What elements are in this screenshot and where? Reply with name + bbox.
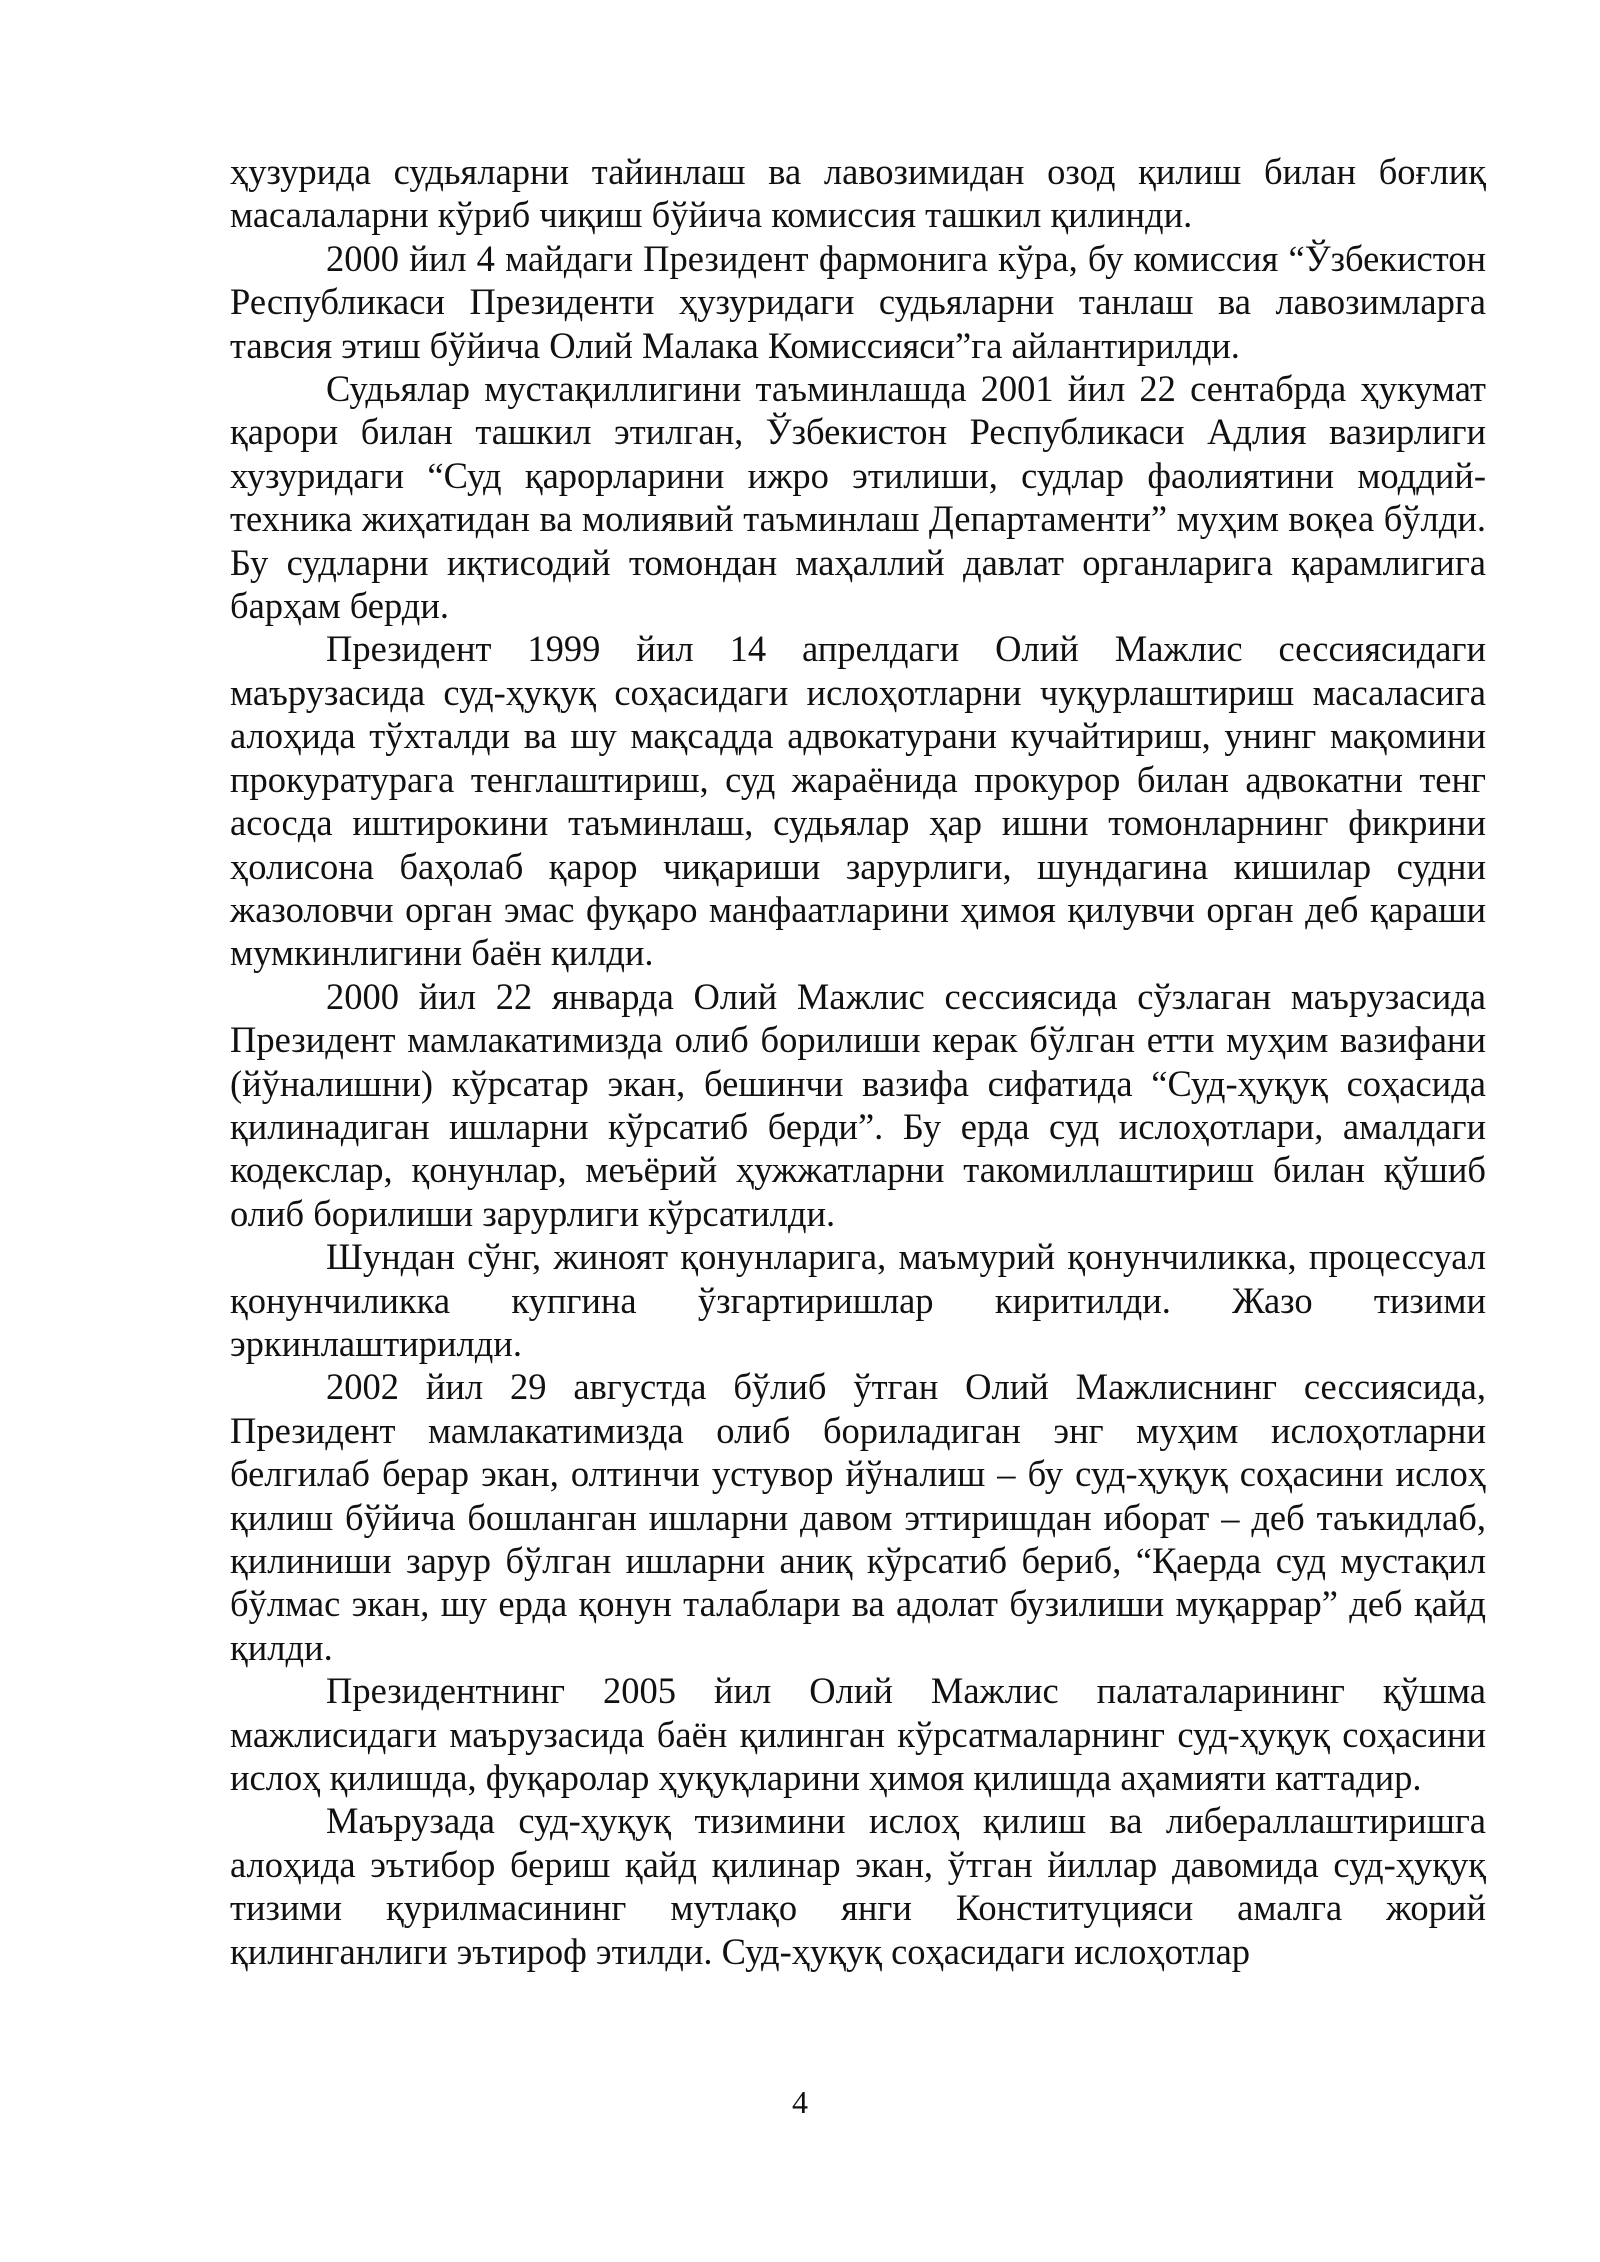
paragraph-3: Судьялар мустақиллигини таъминлашда 2001 йил 22 сентабрда ҳукумат қарори билан ташкил этилган, Ўзбекистон Республикаси Адлия вазирлиги хузуридаги “Суд қарорларини ижро этилиши, судлар фаолиятини моддий-техника жиҳатидан ва молиявий таъминлаш Департаменти” муҳим воқеа бўлди. Бу судларни иқтисодий томондан маҳаллий давлат органларига қарамлигига барҳам берди. [230,368,1486,627]
paragraph-7: 2002 йил 29 августда бўлиб ўтган Олий Мажлиснинг сессиясида, Президент мамлакатимизда олиб бориладиган энг муҳим ислоҳотларни белгилаб берар экан, олтинчи устувор йўналиш – бу суд-ҳуқуқ соҳасини ислоҳ қилиш бўйича бошланган ишларни давом эттиришдан иборат – деб таъкидлаб, қилиниши зарур бўлган ишларни аниқ кўрсатиб бериб, “Қаерда суд мустақил бўлмас экан, шу ерда қонун талаблари ва адолат бузилиши муқаррар” деб қайд қилди. [230,1366,1486,1668]
paragraph-8: Президентнинг 2005 йил Олий Мажлис палаталарининг қўшма мажлисидаги маърузасида баён қилинган кўрсатмаларнинг суд-ҳуқуқ соҳасини ислоҳ қилишда, фуқаролар ҳуқуқларини ҳимоя қилишда аҳамияти каттадир. [230,1670,1486,1799]
paragraph-9: Маърузада суд-ҳуқуқ тизимини ислоҳ қилиш ва либераллаштиришга алоҳида эътибор бериш қайд қилинар экан, ўтган йиллар давомида суд-ҳуқуқ тизими қурилмасининг мутлақо янги Конституцияси амалга жорий қилинганлиги эътироф этилди. Суд-ҳуқуқ соҳасидаги ислоҳотлар [230,1800,1486,1972]
body-text [230,150,1486,1973]
paragraph-4: Президент 1999 йил 14 апрелдаги Олий Мажлис сессиясидаги маърузасида суд-ҳуқуқ соҳасидаги ислоҳотларни чуқурлаштириш масаласига алоҳида тўхталди ва шу мақсадда адвокатурани кучайтириш, унинг мақомини прокуратурага тенглаштириш, суд жараёнида прокурор билан адвокатни тенг асосда иштирокини таъминлаш, судьялар ҳар ишни томонларнинг фикрини ҳолисона баҳолаб қарор чиқариши зарурлиги, шундагина кишилар судни жазоловчи орган эмас фуқаро манфаатларини ҳимоя қилувчи орган деб қараши мумкинлигини баён қилди. [230,628,1486,974]
page-number: 4 [792,2084,808,2120]
paragraph-2: 2000 йил 4 майдаги Президент фармонига кўра, бу комиссия “Ўзбекистон Республикаси Президенти ҳузуридаги судьяларни танлаш ва лавозимларга тавсия этиш бўйича Олий Малака Комиссияси”га айлантирилди. [230,237,1486,366]
paragraph-6: Шундан сўнг, жиноят қонунларига, маъмурий қонунчиликка, процессуал қонунчиликка купгина ўзгартиришлар киритилди. Жазо тизими эркинлаштирилди. [230,1236,1486,1364]
paragraph-1: ҳузурида судьяларни тайинлаш ва лавозимидан озод қилиш билан боғлиқ масалаларни кўриб чиқиш бўйича комиссия ташкил қилинди. [230,151,1486,236]
paragraph-5: 2000 йил 22 январда Олий Мажлис сессиясида сўзлаган маърузасида Президент мамлакатимизда олиб борилиши керак бўлган етти муҳим вазифани (йўналишни) кўрсатар экан, бешинчи вазифа сифатида “Суд-ҳуқуқ соҳасида қилинадиган ишларни кўрсатиб берди”. Бу ерда суд ислоҳотлари, амалдаги кодекслар, қонунлар, меъёрий ҳужжатларни такомиллаштириш билан қўшиб олиб борилиши зарурлиги кўрсатилди. [230,975,1486,1234]
